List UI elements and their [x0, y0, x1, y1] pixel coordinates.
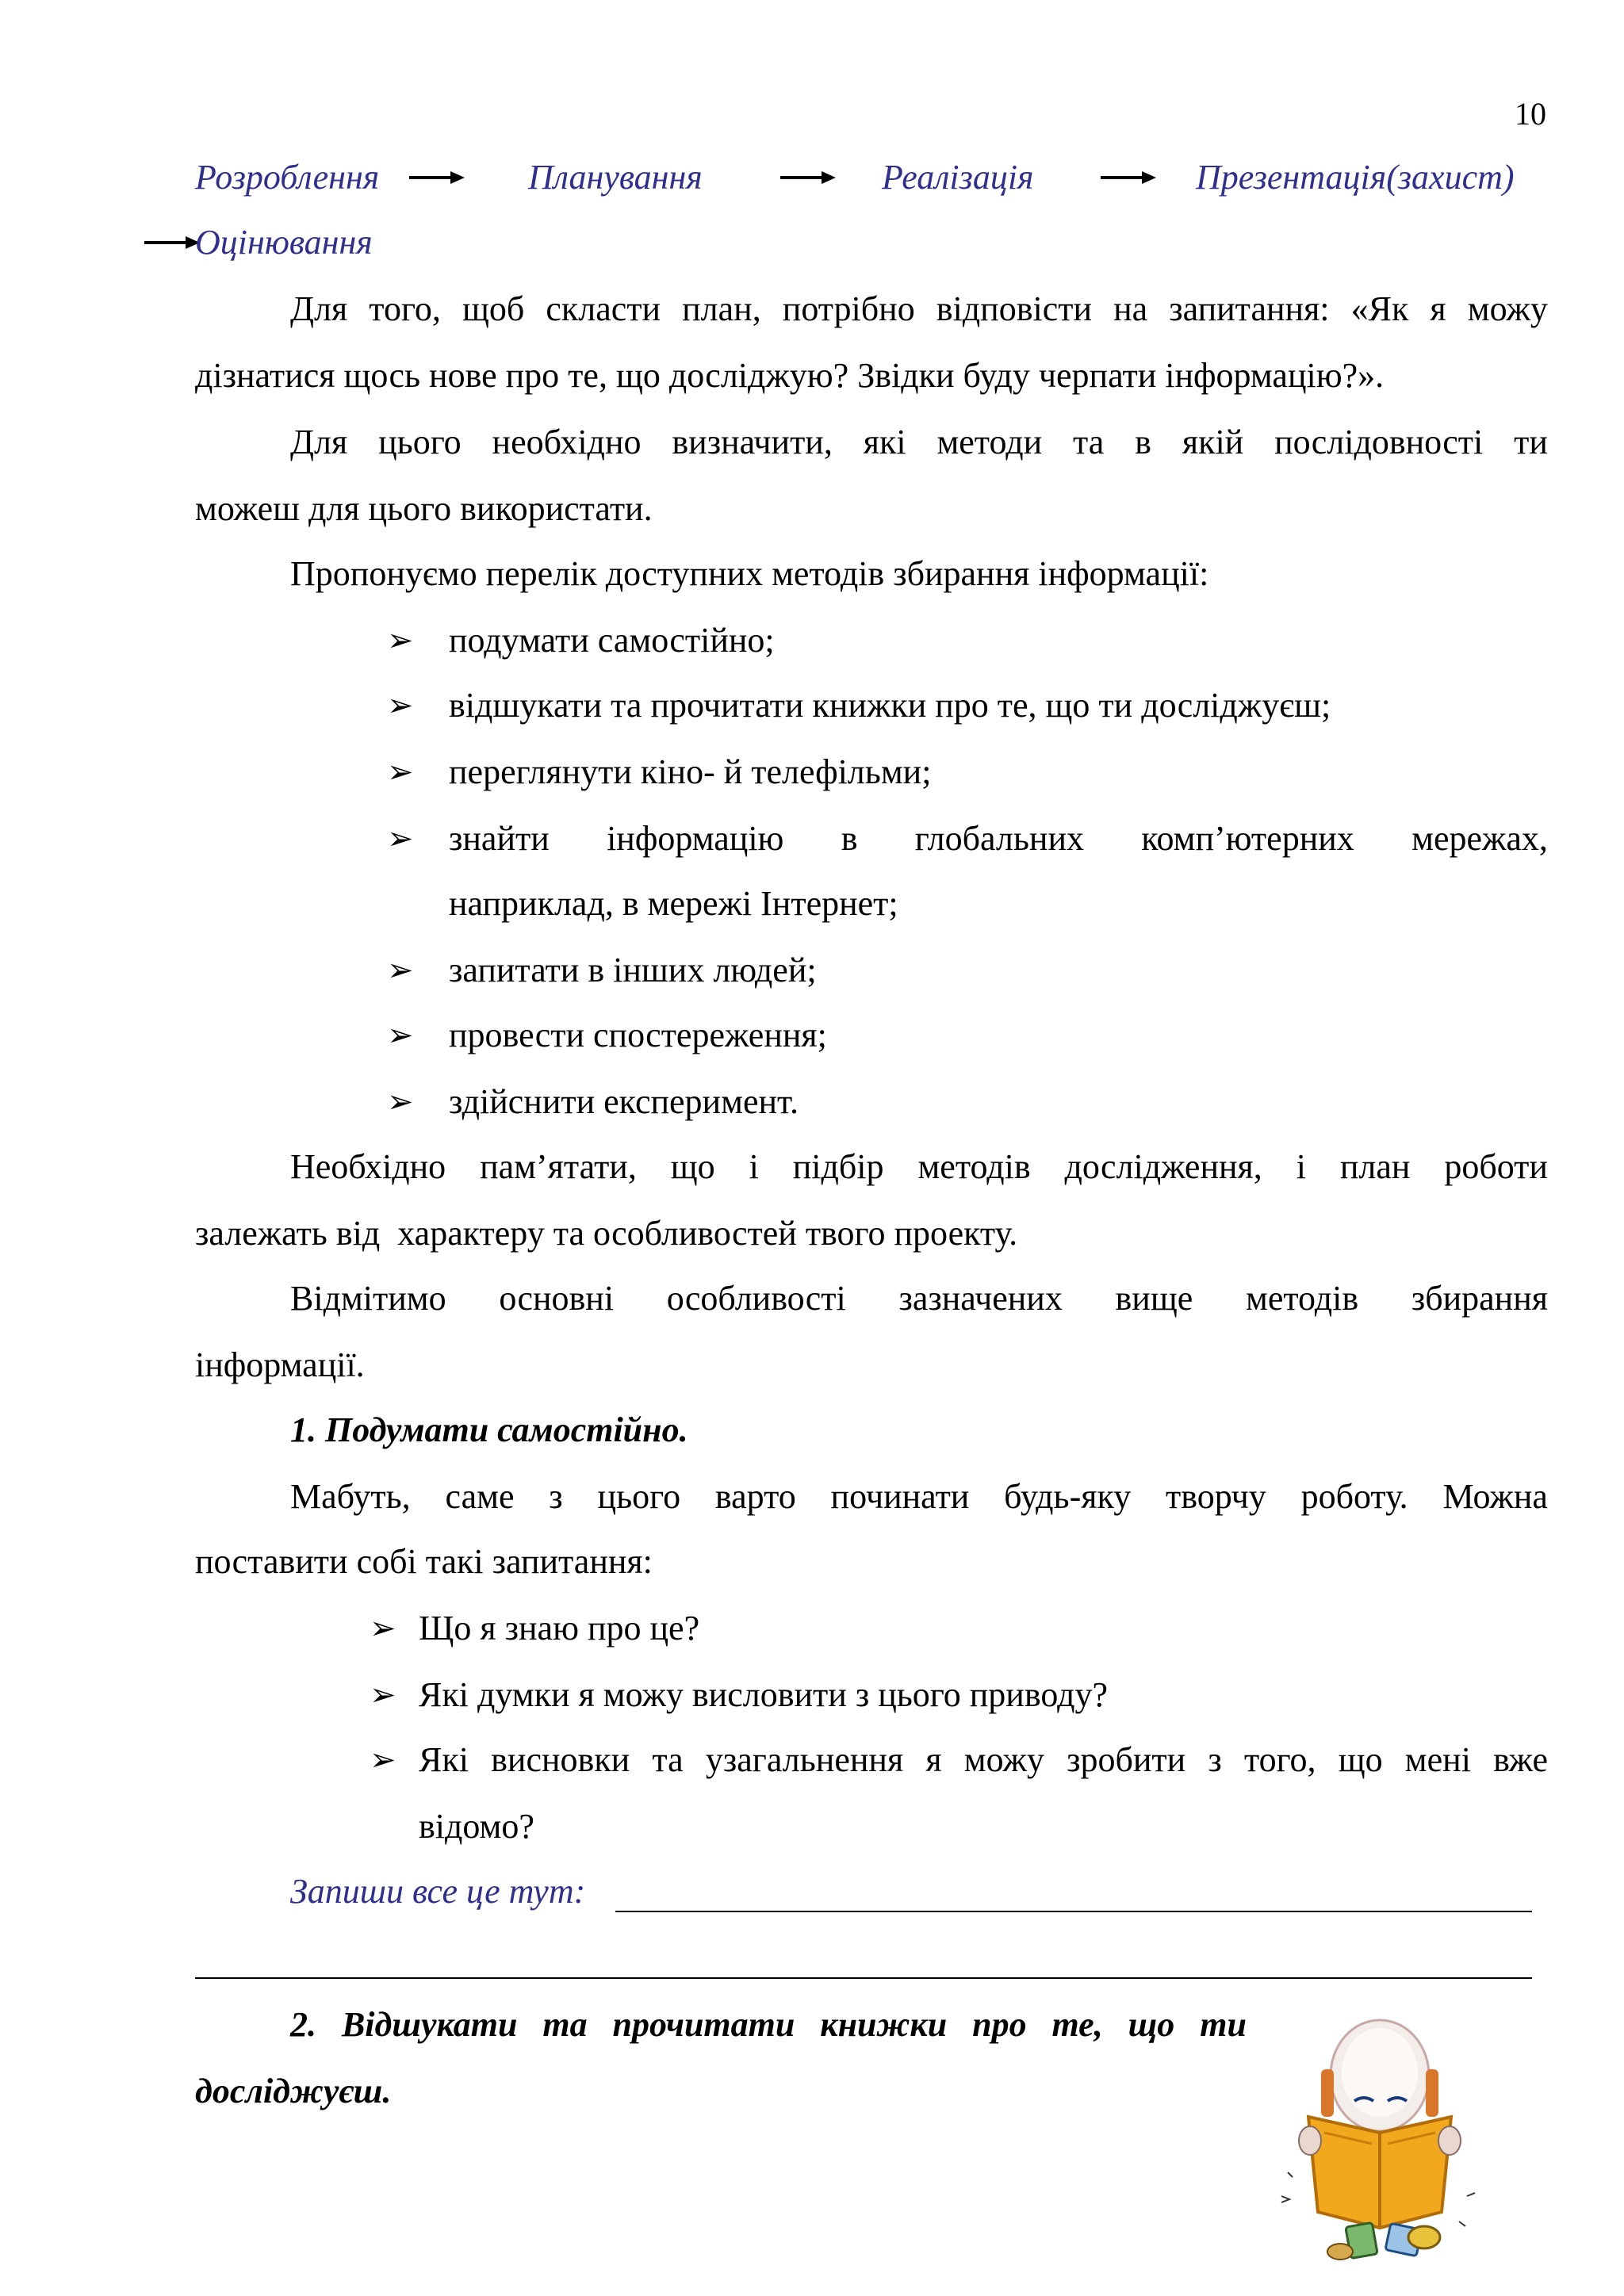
- write-prompt-label: Запиши все це тут:: [290, 1872, 586, 1911]
- arrow-right-icon: [1101, 170, 1158, 186]
- paragraph-4-line-1: Необхідно пам’ятати, що і підбір методів дослідження, і план роботи: [290, 1147, 1548, 1186]
- paragraph-6-line-2: поставити собі такі запитання:: [195, 1542, 653, 1581]
- paragraph-2-line-1: Для цього необхідно визначити, які методи та в якій послідовності ти: [290, 423, 1548, 461]
- arrow-right-icon: [409, 170, 466, 186]
- page-number: 10: [1515, 96, 1546, 132]
- arrowhead-bullet-icon: ➢: [370, 1742, 396, 1778]
- method-item-1: подумати самостійно;: [449, 621, 775, 660]
- section-heading-2-line-1: 2. Відшукати та прочитати книжки про те, що ти: [290, 2005, 1247, 2044]
- arrowhead-bullet-icon: ➢: [387, 754, 414, 790]
- flow-step-2: Планування: [528, 158, 703, 197]
- flow-step-5: Оцінювання: [195, 223, 373, 262]
- paragraph-5-line-2: інформації.: [195, 1345, 365, 1384]
- arrowhead-bullet-icon: ➢: [387, 687, 414, 724]
- flow-step-3: Реалізація: [882, 158, 1034, 197]
- paragraph-6-line-1: Мабуть, саме з цього варто починати будь-яку творчу роботу. Можна: [290, 1477, 1548, 1516]
- paragraph-1-line-1: Для того, щоб скласти план, потрібно відповісти на запитання: «Як я можу: [290, 289, 1548, 328]
- section-heading-1: 1. Подумати самостійно.: [290, 1410, 688, 1449]
- question-3-line-2: відомо?: [419, 1807, 534, 1846]
- method-item-3: переглянути кіно- й телефільми;: [449, 752, 932, 791]
- paragraph-3: Пропонуємо перелік доступних методів збирання інформації:: [290, 554, 1209, 593]
- paragraph-4-line-2: залежать від характеру та особливостей твого проекту.: [195, 1214, 1018, 1253]
- arrowhead-bullet-icon: ➢: [387, 1017, 414, 1054]
- arrowhead-bullet-icon: ➢: [370, 1610, 396, 1647]
- flow-step-1: Розроблення: [195, 158, 380, 197]
- arrowhead-bullet-icon: ➢: [387, 821, 414, 857]
- arrowhead-bullet-icon: ➢: [387, 622, 414, 659]
- question-1: Що я знаю про це?: [419, 1609, 700, 1647]
- arrowhead-bullet-icon: ➢: [387, 952, 414, 989]
- paragraph-1-line-2: дізнатися щось нове про те, що досліджую? Звідки буду черпати інформацію?».: [195, 356, 1385, 395]
- arrow-right-icon: [144, 235, 201, 251]
- paragraph-5-line-1: Відмітимо основні особливості зазначених вище методів збирання: [290, 1279, 1548, 1318]
- answer-line-2[interactable]: [195, 1977, 1532, 1979]
- method-item-2: відшукати та прочитати книжки про те, що ти досліджуєш;: [449, 686, 1331, 725]
- method-item-7: здійснити експеримент.: [449, 1082, 799, 1121]
- method-item-4-line-2: наприклад, в мережі Інтернет;: [449, 884, 898, 923]
- arrowhead-bullet-icon: ➢: [370, 1677, 396, 1713]
- question-3-line-1: Які висновки та узагальнення я можу зробити з того, що мені вже: [419, 1740, 1548, 1779]
- arrowhead-bullet-icon: ➢: [387, 1084, 414, 1120]
- answer-line-1[interactable]: [615, 1911, 1532, 1912]
- paragraph-2-line-2: можеш для цього використати.: [195, 489, 653, 528]
- section-heading-2-line-2: досліджуєш.: [195, 2072, 392, 2110]
- method-item-5: запитати в інших людей;: [449, 951, 817, 989]
- flow-step-4: Презентація(захист): [1196, 158, 1515, 197]
- method-item-4-line-1: знайти інформацію в глобальних комп’ютерних мережах,: [449, 819, 1548, 858]
- method-item-6: провести спостереження;: [449, 1016, 827, 1054]
- arrow-right-icon: [780, 170, 837, 186]
- reading-child-illustration-icon: [1269, 2014, 1491, 2275]
- question-2: Які думки я можу висловити з цього приводу?: [419, 1675, 1108, 1714]
